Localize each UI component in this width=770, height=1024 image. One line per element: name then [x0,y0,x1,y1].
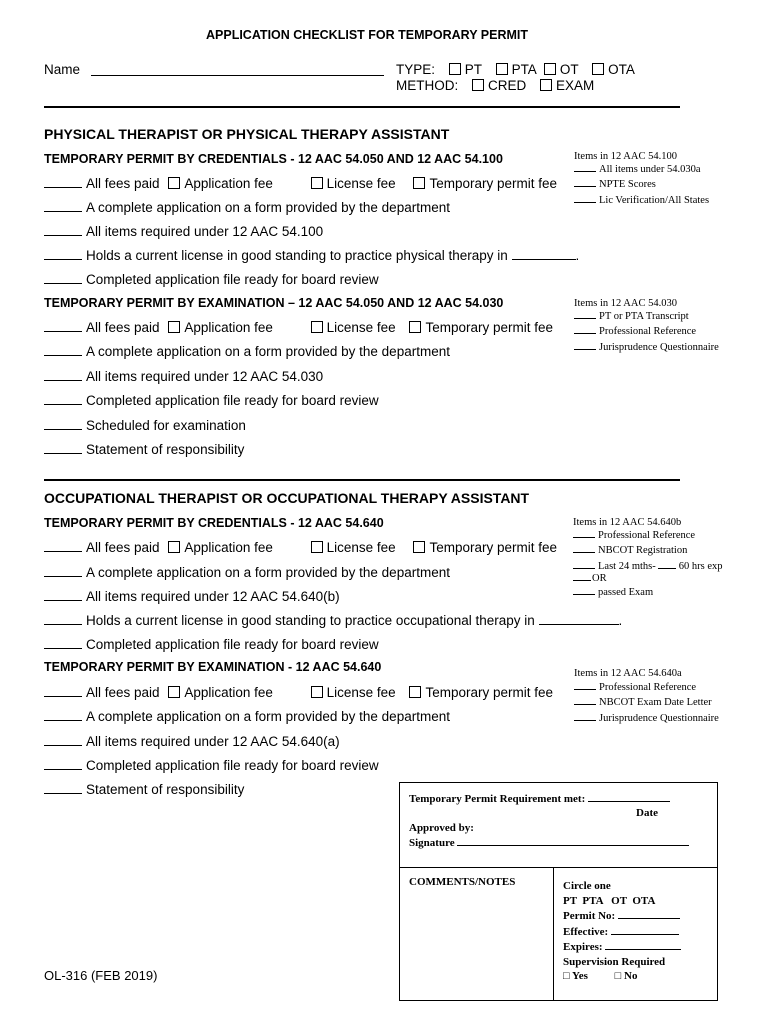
application-fee-label: Application fee [184,540,273,555]
row-label: All items required under 12 AAC 54.030 [86,369,324,384]
side-item: PT or PTA Transcript [599,310,689,322]
row-label: Holds a current license in good standing to practice physical therapy in [86,248,508,263]
yes-checkbox-icon[interactable]: □ [563,970,570,982]
checkline[interactable] [574,177,596,187]
type-pt-checkbox[interactable] [449,63,461,75]
row-label: A complete application on a form provided by the department [86,200,450,215]
checkline[interactable] [573,571,591,581]
row-label: All items required under 12 AAC 54.640(a) [86,734,340,749]
permit-no-field[interactable] [618,908,680,919]
row-label: Completed application file ready for board review [86,393,379,408]
temporary-permit-fee-checkbox[interactable] [413,177,425,189]
pt-cred-side-list [574,150,709,208]
type-label: TYPE: [396,62,436,77]
pt-cred-items-row [44,224,323,239]
state-field[interactable] [539,614,619,625]
pt-exam-statement-row [44,442,244,457]
expires-label: Expires: [563,941,603,953]
application-fee-checkbox[interactable] [168,686,180,698]
ot-cred-application-row [44,565,450,580]
checkline[interactable] [573,528,595,538]
checkline[interactable] [44,759,82,770]
temporary-permit-fee-checkbox[interactable] [409,686,421,698]
checkline[interactable] [574,695,596,705]
row-label: Completed application file ready for board review [86,272,379,287]
ot-cred-items-row [44,589,340,604]
row-label: A complete application on a form provided by the department [86,709,450,724]
effective-field[interactable] [611,924,679,935]
row-label: Completed application file ready for board review [86,758,379,773]
pt-cred-file-row [44,272,379,287]
license-fee-checkbox[interactable] [311,321,323,333]
no-label: No [624,970,638,982]
license-fee-label: License fee [326,540,396,555]
ot-exam-heading: TEMPORARY PERMIT BY EXAMINATION - 12 AAC 54.640 [44,660,382,674]
license-fee-label: License fee [326,685,396,700]
side-item: Last 24 mths- [598,560,656,572]
fees-label: All fees paid [86,540,160,555]
pt-section-heading: PHYSICAL THERAPIST OR PHYSICAL THERAPY ASSISTANT [44,126,450,142]
method-cred-label: CRED [488,78,527,93]
application-fee-checkbox[interactable] [168,321,180,333]
ot-exam-application-row [44,709,450,724]
side-item: Jurisprudence Questionnaire [599,341,719,353]
type-pta-checkbox[interactable] [496,63,508,75]
temporary-permit-fee-label: Temporary permit fee [429,540,558,555]
comments-label: COMMENTS/NOTES [409,876,516,888]
fees-label: All fees paid [86,685,160,700]
pt-exam-side-list [574,297,719,355]
checkline[interactable] [44,783,82,794]
temporary-permit-fee-label: Temporary permit fee [425,685,554,700]
side-item: 60 hrs exp [678,560,723,572]
checkline[interactable] [44,419,82,430]
application-fee-label: Application fee [184,176,273,191]
date-label: Date [636,807,658,819]
row-label: Statement of responsibility [86,442,245,457]
page-title: APPLICATION CHECKLIST FOR TEMPORARY PERMIT [206,28,528,42]
type-ota-label: OTA [608,62,635,77]
method-label: METHOD: [396,78,459,93]
checkline[interactable] [574,162,596,172]
type-ot-label: OT [559,62,579,77]
checkline[interactable] [44,273,82,284]
permit-no-label: Permit No: [563,910,616,922]
method-exam-checkbox[interactable] [540,79,552,91]
checkline[interactable] [44,443,82,454]
checkline[interactable] [44,394,82,405]
permit-details [563,879,681,984]
requirement-met-row [409,791,670,807]
checkline[interactable] [44,590,82,601]
checkline[interactable] [44,614,82,625]
pt-exam-items-row [44,369,323,384]
license-fee-checkbox[interactable] [311,686,323,698]
row-label: Scheduled for examination [86,418,246,433]
name-label: Name [44,62,81,77]
divider [44,106,680,108]
ot-exam-side-list [574,667,719,726]
yes-label: Yes [572,970,588,982]
side-item: NPTE Scores [599,179,656,190]
temporary-permit-fee-label: Temporary permit fee [429,176,558,191]
application-fee-checkbox[interactable] [168,541,180,553]
checkline[interactable] [44,345,82,356]
checkline[interactable] [44,249,82,260]
fees-label: All fees paid [86,176,160,191]
signature-field[interactable] [457,835,689,846]
checkline[interactable] [574,711,596,721]
side-item: Professional Reference [598,529,696,541]
temporary-permit-fee-checkbox[interactable] [413,541,425,553]
row-label: A complete application on a form provided by the department [86,344,450,359]
application-fee-label: Application fee [184,320,273,335]
type-ota-checkbox[interactable] [592,63,604,75]
approved-by-label: Approved by: [409,822,474,834]
ot-cred-license-row: Holds a current license in good standing to practice occupational therapy in . [44,613,622,628]
date-field[interactable] [588,791,670,802]
checkline[interactable] [574,680,596,690]
side-item: passed Exam [598,586,654,598]
side-item: OR [592,573,607,584]
side-item: NBCOT Exam Date Letter [599,697,712,708]
circle-options[interactable]: PT PTA OT OTA [563,894,656,907]
circle-one-label: Circle one [563,880,611,892]
row-label: All items required under 12 AAC 54.640(b) [86,589,340,604]
row-label: Holds a current license in good standing to practice occupational therapy in [86,613,535,628]
side-title: Items in 12 AAC 54.030 [574,298,677,309]
method-cred-checkbox[interactable] [472,79,484,91]
temporary-permit-fee-checkbox[interactable] [409,321,421,333]
checkline[interactable] [44,321,82,332]
ot-cred-fees-row [44,540,557,555]
row-label: All items required under 12 AAC 54.100 [86,224,324,239]
ot-cred-heading: TEMPORARY PERMIT BY CREDENTIALS - 12 AAC 54.640 [44,516,384,530]
side-title: Items in 12 AAC 54.100 [574,151,677,162]
row-label: Statement of responsibility [86,782,245,797]
ot-cred-file-row [44,637,379,652]
checkline[interactable] [573,543,595,553]
supervision-label: Supervision Required [563,955,666,968]
checkline[interactable] [574,309,596,319]
fees-label: All fees paid [86,320,160,335]
pt-exam-heading: TEMPORARY PERMIT BY EXAMINATION – 12 AAC 54.050 AND 12 AAC 54.030 [44,296,504,310]
checkline[interactable] [44,177,82,188]
type-pta-label: PTA [511,62,537,77]
side-item: Jurisprudence Questionnaire [599,712,719,724]
checkline[interactable] [44,201,82,212]
office-column-divider [553,867,554,1001]
checkline[interactable] [44,541,82,552]
ot-exam-items-row [44,734,340,749]
side-item: Professional Reference [599,326,697,337]
side-title: Items in 12 AAC 54.640b [573,517,682,528]
ot-section-heading: OCCUPATIONAL THERAPIST OR OCCUPATIONAL THERAPY ASSISTANT [44,490,530,506]
ot-exam-fees-row [44,685,553,700]
side-item: NBCOT Registration [598,545,688,556]
checkline[interactable] [573,585,595,595]
license-fee-label: License fee [326,320,396,335]
state-field[interactable] [512,249,576,260]
checkline[interactable] [44,686,82,697]
side-title: Items in 12 AAC 54.640a [574,668,682,679]
checkline[interactable] [574,324,596,334]
pt-exam-fees-row [44,320,553,335]
signature-row [409,835,689,851]
pt-exam-scheduled-row [44,418,246,433]
row-label: A complete application on a form provided by the department [86,565,450,580]
type-pt-label: PT [464,62,482,77]
temporary-permit-fee-label: Temporary permit fee [425,320,554,335]
license-fee-checkbox[interactable] [311,177,323,189]
side-item: Professional Reference [599,681,697,693]
type-ot-checkbox[interactable] [544,63,556,75]
pt-cred-heading: TEMPORARY PERMIT BY CREDENTIALS - 12 AAC 54.050 AND 12 AAC 54.100 [44,152,503,166]
checkline[interactable] [44,710,82,721]
row-label: Completed application file ready for board review [86,637,379,652]
name-field[interactable] [91,75,384,76]
divider [44,479,680,481]
checkline[interactable] [44,735,82,746]
application-fee-label: Application fee [184,685,273,700]
pt-exam-application-row [44,344,450,359]
application-fee-checkbox[interactable] [168,177,180,189]
checkline[interactable] [44,638,82,649]
pt-exam-file-row [44,393,379,408]
ot-exam-file-row [44,758,379,773]
side-item: Lic Verification/All States [599,194,710,206]
license-fee-label: License fee [326,176,396,191]
checkline[interactable] [573,559,595,569]
checkline[interactable] [574,193,596,203]
side-item: All items under 54.030a [599,163,701,175]
type-row [396,62,635,77]
signature-label: Signature [409,837,455,849]
method-row [396,78,594,93]
license-fee-checkbox[interactable] [311,541,323,553]
pt-cred-fees-row [44,176,557,191]
hours-field[interactable] [658,559,676,569]
method-exam-label: EXAM [556,78,595,93]
checkline[interactable] [44,225,82,236]
pt-cred-application-row [44,200,450,215]
checkline[interactable] [44,370,82,381]
form-id: OL-316 (FEB 2019) [44,968,158,983]
checkline[interactable] [44,566,82,577]
pt-cred-license-row: Holds a current license in good standing to practice physical therapy in . [44,248,579,263]
no-checkbox-icon[interactable]: □ [614,970,622,982]
effective-label: Effective: [563,925,609,938]
expires-field[interactable] [605,939,681,950]
checkline[interactable] [574,340,596,350]
ot-cred-side-list [573,516,723,600]
ot-exam-statement-row [44,782,244,797]
requirement-met-label: Temporary Permit Requirement met: [409,793,586,805]
